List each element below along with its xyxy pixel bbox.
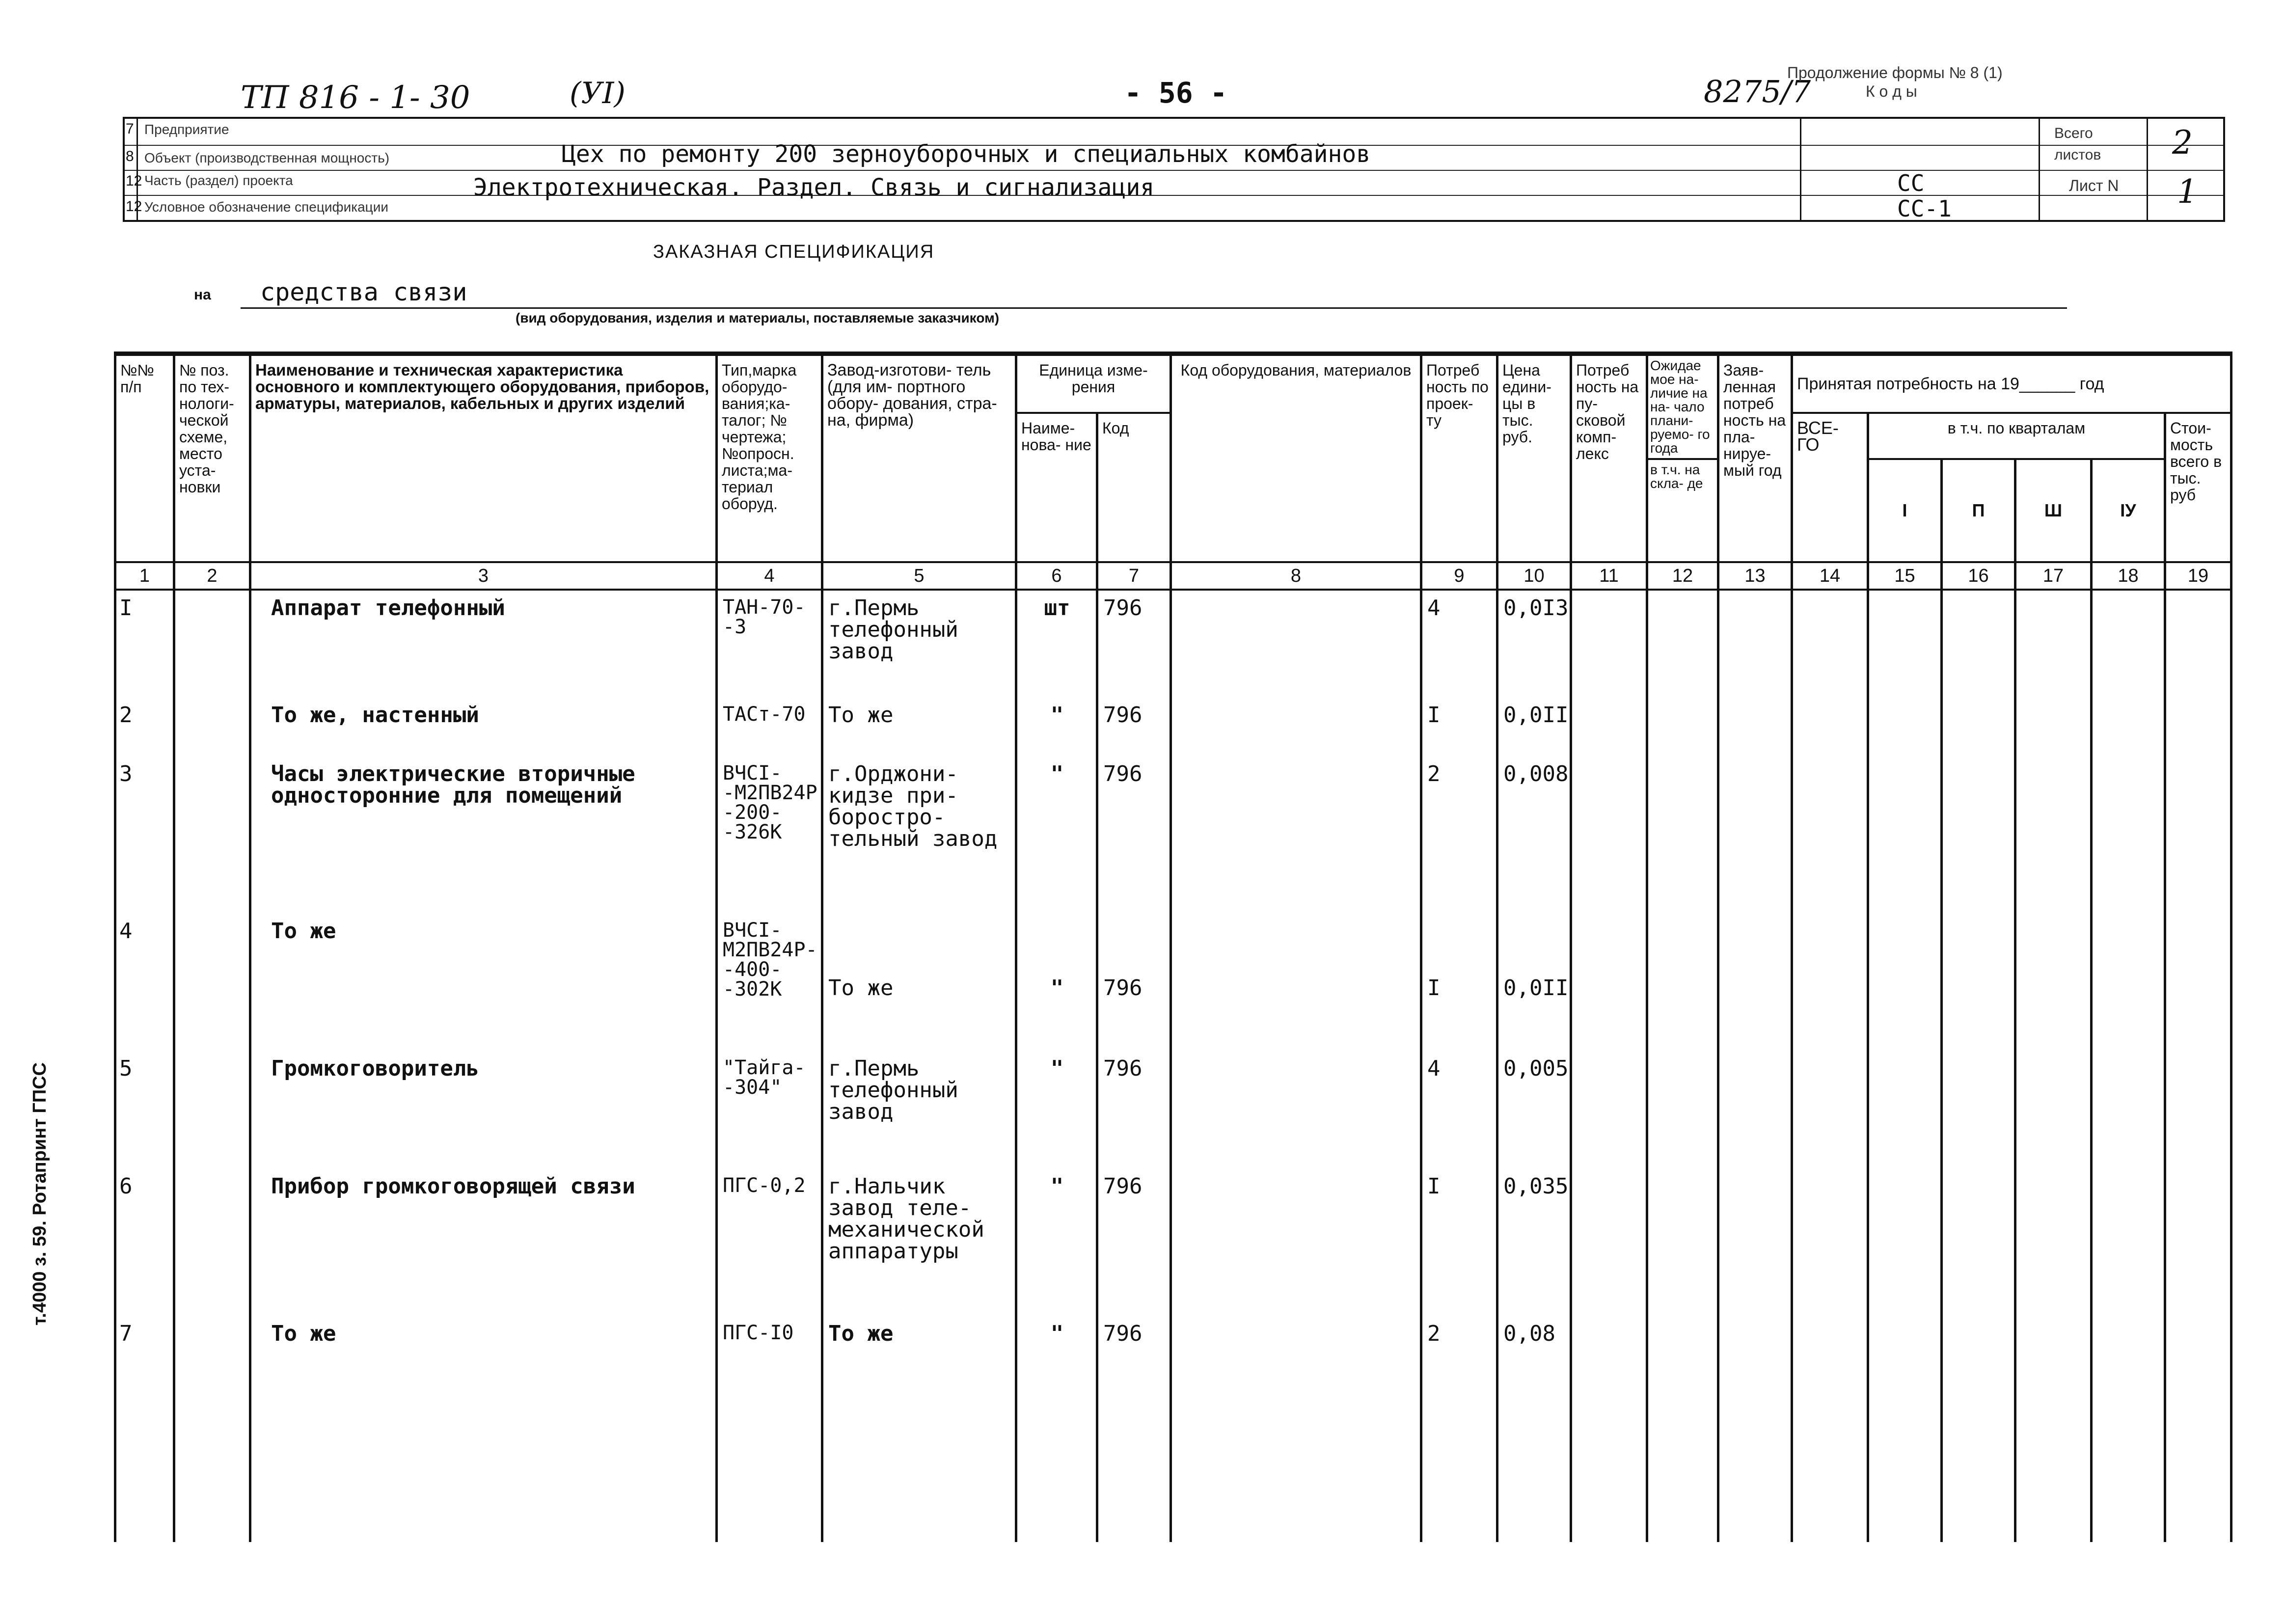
col-number: 3: [250, 562, 717, 590]
table-row: [115, 698, 2231, 757]
item-maker: г.Пермь телефонный завод: [822, 590, 1016, 698]
row-label: Условное обозначение спецификации: [144, 199, 388, 215]
item-price: 0,08: [1497, 1316, 1571, 1542]
item-type: ВЧСI- -М2ПВ24Р -200- -326К: [717, 757, 822, 914]
col-number: 19: [2165, 562, 2231, 590]
col-header-declared: Заяв- ленная потреб ность на пла- нируе- мый год: [1718, 354, 1792, 563]
unit-name: ": [1016, 914, 1097, 1051]
form-note: Продолжение формы № 8 (1): [1787, 64, 2003, 81]
col-number: 6: [1016, 562, 1097, 590]
col-number: 2: [174, 562, 250, 590]
row-number: 2: [115, 698, 174, 757]
row-label: Часть (раздел) проекта: [144, 173, 293, 188]
col-header-maker: Завод-изготови- тель (для им- портного обору- дования, стра- на, фирма): [822, 354, 1016, 563]
item-price: 0,0I3: [1497, 590, 1571, 698]
item-price: 0,005: [1497, 1051, 1571, 1169]
col-header-start-need: Потреб ность на пу- сковой комп- лекс: [1571, 354, 1647, 563]
col-number: 18: [2092, 562, 2165, 590]
row-number: 3: [115, 757, 174, 914]
item-maker: То же: [822, 1316, 1016, 1542]
item-type: "Тайга- -304": [717, 1051, 822, 1169]
side-stamp: т.4000 з. 59. Ротапринт ГПСС: [29, 1062, 50, 1326]
code-cc-1: СС-1: [1897, 195, 1952, 222]
table-row: [115, 590, 2231, 698]
item-quantity: 4: [1421, 590, 1497, 698]
col-number: 9: [1421, 562, 1497, 590]
row-num: 7: [126, 121, 134, 137]
row-number: 7: [115, 1316, 174, 1542]
subject-caption: (вид оборудования, изделия и материалы, поставляемые заказчиком): [516, 310, 1000, 325]
unit-name: шт: [1016, 590, 1097, 698]
total-sheets-label: Всего листов: [2054, 125, 2101, 163]
row-number: 5: [115, 1051, 174, 1169]
col-number: 17: [2015, 562, 2092, 590]
row-num: 12: [126, 173, 142, 189]
col-header-price: Цена едини- цы в тыс. руб.: [1497, 354, 1571, 563]
col-number: 16: [1942, 562, 2015, 590]
col-number: 14: [1792, 562, 1868, 590]
item-price: 0,0II: [1497, 698, 1571, 757]
item-name: Прибор громкоговорящей связи: [250, 1169, 717, 1316]
unit-code: 796: [1097, 590, 1171, 698]
col-header-unit-group: Единица изме- рения: [1016, 354, 1171, 413]
unit-code: 796: [1097, 1169, 1171, 1316]
codes-label: К о д ы: [1866, 82, 1917, 100]
col-header-total: ВСЕ- ГО: [1792, 413, 1868, 563]
unit-code: 796: [1097, 1316, 1171, 1542]
unit-code: 796: [1097, 698, 1171, 757]
doc-number: 8275/7: [1704, 74, 1811, 109]
unit-name: ": [1016, 1316, 1097, 1542]
col-number: 12: [1647, 562, 1718, 590]
col-header-cost: Стои- мость всего в тыс. руб: [2165, 413, 2231, 563]
item-price: 0,0II: [1497, 914, 1571, 1051]
col-header-in-stock: в т.ч. на скла- де: [1647, 459, 1718, 562]
item-price: 0,035: [1497, 1169, 1571, 1316]
table-row: [115, 757, 2231, 914]
code-cc: СС: [1897, 170, 1925, 196]
item-name: То же, настенный: [250, 698, 717, 757]
na-label: на: [194, 287, 211, 303]
unit-code: 796: [1097, 757, 1171, 914]
item-name: То же: [250, 1316, 717, 1542]
item-type: ТАСт-70: [717, 698, 822, 757]
row-number: I: [115, 590, 174, 698]
unit-name: ": [1016, 757, 1097, 914]
col-header-expected: Ожидае мое на- личие на на- чало плани- руемо- го года: [1647, 354, 1718, 460]
col-header-equipment-code: Код оборудования, материалов: [1171, 354, 1421, 563]
col-header-unit-code: Код: [1097, 413, 1171, 563]
item-maker: г.Пермь телефонный завод: [822, 1051, 1016, 1169]
subject: средства связи: [260, 278, 467, 306]
unit-name: ": [1016, 1169, 1097, 1316]
col-number: 11: [1571, 562, 1647, 590]
unit-code: 796: [1097, 914, 1171, 1051]
col-header-unit-name: Наиме- нова- ние: [1016, 413, 1097, 563]
col-number: 5: [822, 562, 1016, 590]
row-number: 4: [115, 914, 174, 1051]
col-header-position: № поз. по тех- нологи- ческой схеме, место уста- новки: [174, 354, 250, 563]
col-header-name: Наименование и техническая характеристика основного и комплектующего оборудования, приборов, арматуры, материалов, кабельных и других изделий: [250, 354, 717, 563]
unit-name: ": [1016, 1051, 1097, 1169]
item-name: Аппарат телефонный: [250, 590, 717, 698]
sheet-label: Лист N: [2069, 177, 2119, 194]
item-quantity: 4: [1421, 1051, 1497, 1169]
row-num: 12: [126, 198, 142, 215]
item-maker: То же: [822, 698, 1016, 757]
spec-title: ЗАКАЗНАЯ СПЕЦИФИКАЦИЯ: [653, 242, 935, 262]
col-number: 4: [717, 562, 822, 590]
col-header-q2: П: [1942, 459, 2015, 562]
item-quantity: 2: [1421, 757, 1497, 914]
col-header-npp: №№ п/п: [115, 354, 174, 563]
col-number: 13: [1718, 562, 1792, 590]
specification-table: [114, 352, 2232, 1542]
total-sheets-value: 2: [2172, 124, 2193, 162]
project-header-box: [123, 117, 2225, 222]
row-number: 6: [115, 1169, 174, 1316]
page-number: - 56 -: [1124, 76, 1227, 109]
col-header-type: Тип,марка оборудо- вания;ка- талог; № чертежа; №опросн. листа;ма- териал оборуд.: [717, 354, 822, 563]
item-type: ТАН-70- -3: [717, 590, 822, 698]
project-part: Электротехническая. Раздел. Связь и сигнализация: [473, 174, 1155, 201]
item-maker: г.Орджони- кидзе при- боростро- тельный завод: [822, 757, 1016, 914]
sheet-value: 1: [2177, 173, 2198, 211]
col-number: 8: [1171, 562, 1421, 590]
col-header-accepted: Принятая потребность на 19______ год: [1792, 354, 2231, 413]
unit-code: 796: [1097, 1051, 1171, 1169]
col-header-q3: Ш: [2015, 459, 2092, 562]
item-maker: То же: [822, 914, 1016, 1051]
col-header-quarters: в т.ч. по кварталам: [1868, 413, 2165, 460]
item-name: Часы электрические вторичные односторонние для помещений: [250, 757, 717, 914]
item-quantity: I: [1421, 1169, 1497, 1316]
item-maker: г.Нальчик завод теле- механической аппаратуры: [822, 1169, 1016, 1316]
item-name: Громкоговоритель: [250, 1051, 717, 1169]
item-type: ПГС-0,2: [717, 1169, 822, 1316]
subject-underline: [241, 307, 2067, 309]
row-label: Объект (производственная мощность): [144, 150, 390, 165]
unit-name: ": [1016, 698, 1097, 757]
col-number: 10: [1497, 562, 1571, 590]
row-num: 8: [126, 148, 134, 164]
col-header-q4: IУ: [2092, 459, 2165, 562]
table-row: [115, 1051, 2231, 1169]
col-number: 1: [115, 562, 174, 590]
item-type: ПГС-I0: [717, 1316, 822, 1542]
item-name: То же: [250, 914, 717, 1051]
col-number: 15: [1868, 562, 1942, 590]
item-quantity: I: [1421, 914, 1497, 1051]
table-row: [115, 1169, 2231, 1316]
item-quantity: I: [1421, 698, 1497, 757]
row-label: Предприятие: [144, 122, 229, 137]
table-row: [115, 914, 2231, 1051]
col-header-need: Потреб ность по проек- ту: [1421, 354, 1497, 563]
item-type: ВЧСI- М2ПВ24Р- -400- -302К: [717, 914, 822, 1051]
col-header-q1: I: [1868, 459, 1942, 562]
section-roman: (УI): [570, 76, 626, 110]
table-row: [115, 1316, 2231, 1542]
col-number: 7: [1097, 562, 1171, 590]
item-quantity: 2: [1421, 1316, 1497, 1542]
object-name: Цех по ремонту 200 зерноуборочных и специальных комбайнов: [562, 140, 1371, 168]
item-price: 0,008: [1497, 757, 1571, 914]
project-code: ТП 816 - 1- 30: [241, 80, 470, 116]
